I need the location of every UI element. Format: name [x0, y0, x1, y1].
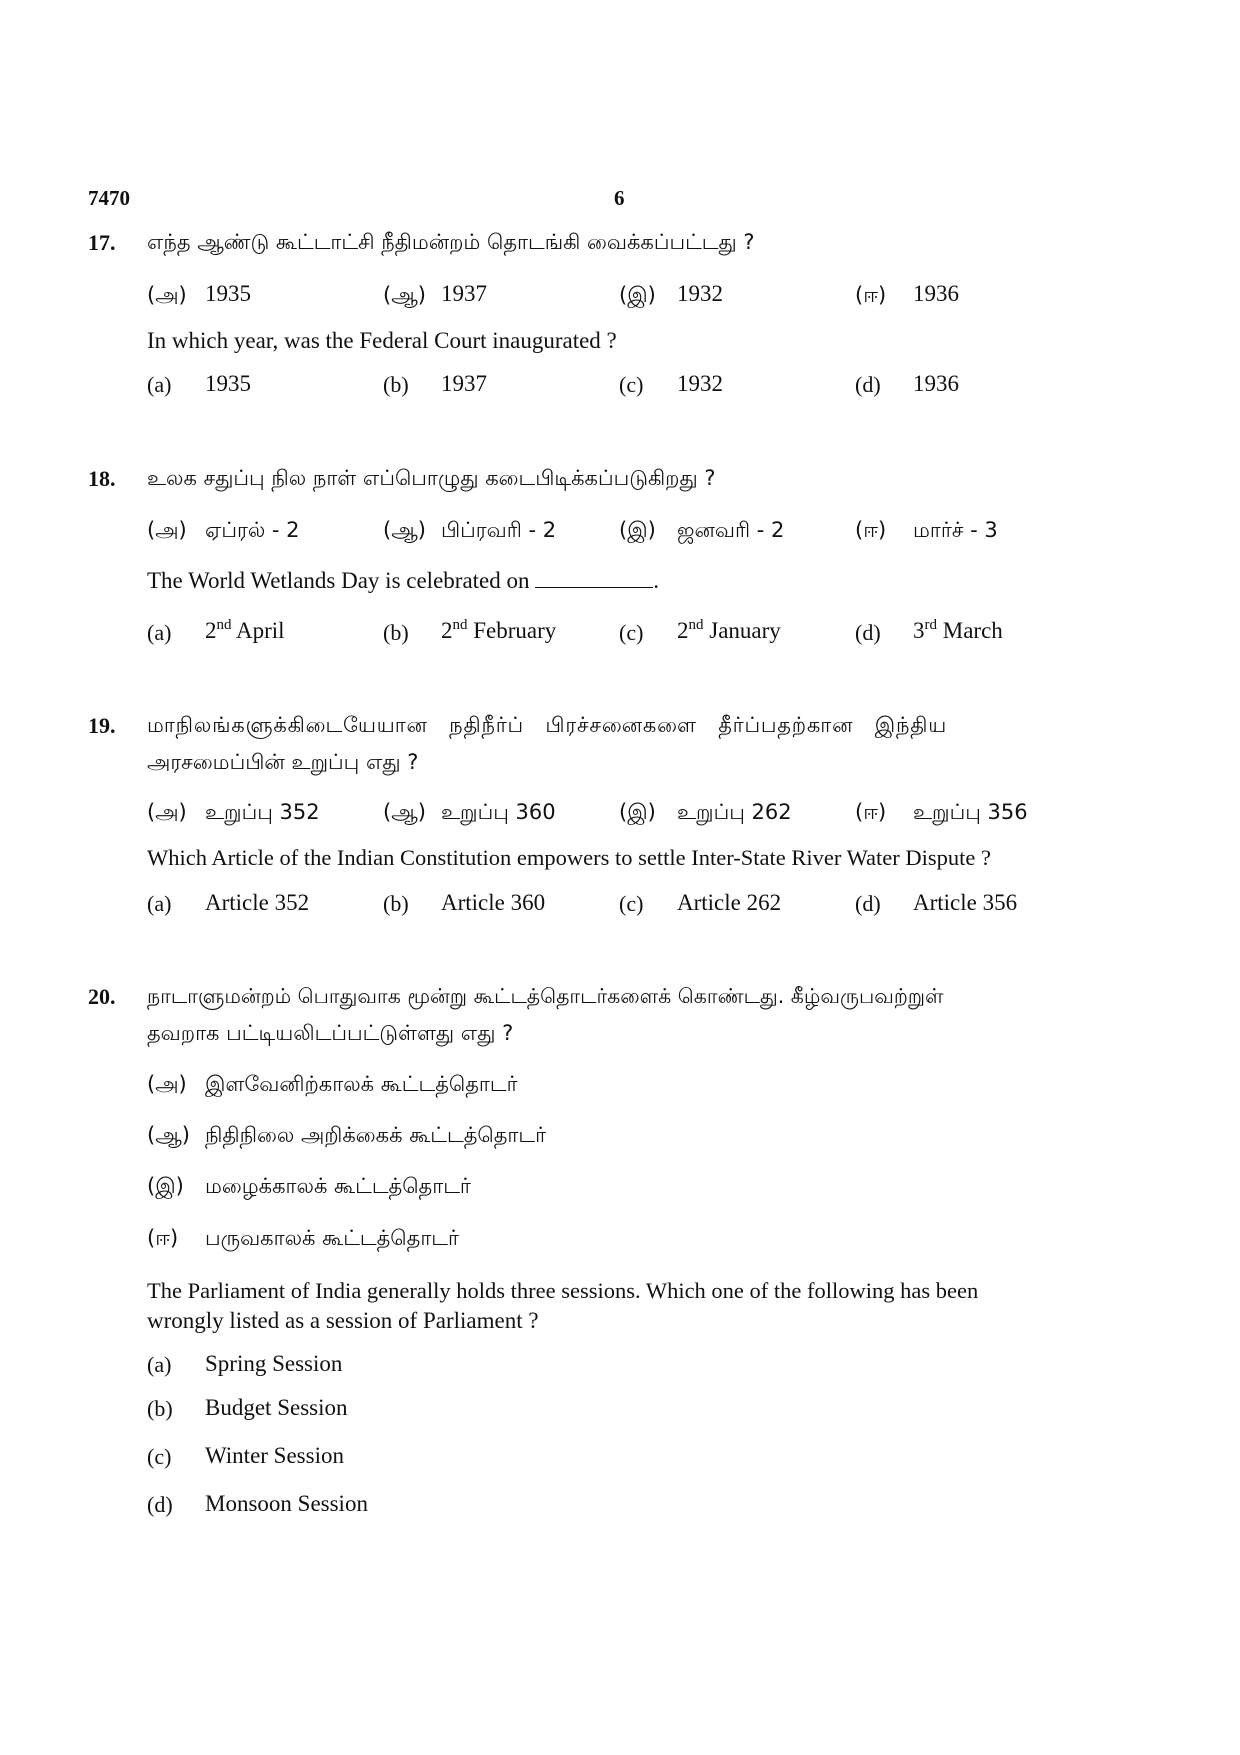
- tamil-question: எந்த ஆண்டு கூட்டாட்சி நீதிமன்றம் தொடங்கி வைக்கப்பட்டது ?: [147, 230, 755, 254]
- option-text: Article 360: [441, 890, 546, 915]
- option-text: 1937: [441, 371, 487, 396]
- month-text: March: [942, 618, 1003, 643]
- option-label: (b): [383, 372, 409, 397]
- tamil-question-line-2: தவறாக பட்டியலிடப்பட்டுள்ளது எது ?: [147, 1021, 514, 1045]
- ordinal-suffix: nd: [452, 617, 468, 633]
- option-text: 1937: [441, 281, 487, 306]
- option-label: (d): [855, 620, 881, 645]
- option-label: (b): [383, 891, 409, 916]
- option-text: Article 352: [205, 890, 310, 915]
- tamil-question: உலக சதுப்பு நில நாள் எப்பொழுது கடைபிடிக்கப்படுகிறது ?: [147, 466, 716, 490]
- ordinal-suffix: nd: [216, 617, 232, 633]
- option-text: பருவகாலக் கூட்டத்தொடர்: [205, 1226, 459, 1250]
- option-label: (ஈ): [855, 283, 887, 307]
- option-text: Article 356: [913, 890, 1018, 915]
- option-label: (ஈ): [855, 518, 887, 542]
- option-text: [913, 618, 1003, 644]
- option-text: 1935: [205, 371, 251, 396]
- tamil-question-line-1: மாநிலங்களுக்கிடையேயான நதிநீர்ப் பிரச்சனைகளை தீர்ப்பதற்கான இந்திய: [147, 713, 948, 737]
- option-text: Winter Session: [205, 1443, 344, 1468]
- option-text: [205, 618, 285, 644]
- option-label: (ஆ): [383, 283, 426, 307]
- option-text: Monsoon Session: [205, 1491, 368, 1516]
- option-text: உறுப்பு 360: [441, 800, 556, 824]
- ordinal-number: 2: [441, 618, 453, 643]
- month-text: April: [235, 618, 285, 643]
- option-label: (c): [619, 372, 644, 397]
- option-label: (c): [619, 891, 644, 916]
- option-text: உறுப்பு 262: [677, 800, 792, 824]
- option-label: (a): [147, 891, 172, 916]
- question-number: 18.: [88, 466, 116, 491]
- option-text: [441, 618, 556, 644]
- option-text: உறுப்பு 352: [205, 800, 320, 824]
- english-question-line-1: The Parliament of India generally holds three sessions. Which one of the following has been: [147, 1278, 979, 1303]
- option-label: (ஆ): [383, 800, 426, 824]
- english-question: [147, 568, 659, 594]
- option-label: (a): [147, 620, 172, 645]
- option-text: 1936: [913, 371, 959, 396]
- option-label: (d): [855, 891, 881, 916]
- option-label: (ஆ): [147, 1123, 190, 1147]
- option-label: (c): [147, 1444, 172, 1469]
- option-label: (ஆ): [383, 518, 426, 542]
- option-label: (அ): [147, 800, 187, 824]
- option-label: (இ): [619, 283, 656, 307]
- question-text: The World Wetlands Day is celebrated on: [147, 568, 530, 593]
- option-text: ஜனவரி - 2: [677, 518, 785, 542]
- tamil-question-line-1: நாடாளுமன்றம் பொதுவாக மூன்று கூட்டத்தொடர்களைக் கொண்டது. கீழ்வருபவற்றுள்: [147, 984, 944, 1008]
- month-text: January: [709, 618, 781, 643]
- option-label: (d): [147, 1492, 173, 1517]
- paper-code: 7470: [88, 186, 130, 210]
- option-label: (அ): [147, 518, 187, 542]
- option-text: Budget Session: [205, 1395, 348, 1420]
- option-text: பிப்ரவரி - 2: [441, 518, 557, 542]
- option-text: நிதிநிலை அறிக்கைக் கூட்டத்தொடர்: [205, 1123, 547, 1147]
- option-label: (b): [147, 1396, 173, 1421]
- option-label: (இ): [619, 800, 656, 824]
- page-number: 6: [614, 186, 625, 210]
- ordinal-suffix: nd: [688, 617, 704, 633]
- option-label: (a): [147, 1352, 172, 1377]
- fill-in-blank: [535, 569, 653, 588]
- option-text: மழைக்காலக் கூட்டத்தொடர்: [205, 1174, 471, 1198]
- option-label: (இ): [619, 518, 656, 542]
- english-question: In which year, was the Federal Court inaugurated ?: [147, 328, 617, 353]
- option-label: (d): [855, 372, 881, 397]
- option-text: Article 262: [677, 890, 782, 915]
- option-text: மார்ச் - 3: [913, 518, 998, 542]
- option-text: ஏப்ரல் - 2: [205, 518, 300, 542]
- ordinal-number: 2: [205, 618, 217, 643]
- option-text: உறுப்பு 356: [913, 800, 1028, 824]
- english-question: Which Article of the Indian Constitution empowers to settle Inter-State River Water Dispute ?: [147, 845, 991, 870]
- tamil-question-line-2: அரசமைப்பின் உறுப்பு எது ?: [147, 750, 419, 774]
- question-number: 20.: [88, 984, 116, 1009]
- option-label: (ஈ): [147, 1226, 179, 1250]
- option-text: [677, 618, 781, 644]
- option-label: (c): [619, 620, 644, 645]
- question-number: 17.: [88, 230, 116, 255]
- question-number: 19.: [88, 713, 116, 738]
- option-label: (அ): [147, 283, 187, 307]
- ordinal-number: 2: [677, 618, 689, 643]
- option-text: Spring Session: [205, 1351, 343, 1376]
- option-label: (a): [147, 372, 172, 397]
- ordinal-number: 3: [913, 618, 925, 643]
- month-text: February: [473, 618, 557, 643]
- option-text: 1936: [913, 281, 959, 306]
- option-text: 1935: [205, 281, 251, 306]
- option-label: (அ): [147, 1072, 187, 1096]
- question-period: .: [653, 568, 659, 593]
- option-text: 1932: [677, 281, 723, 306]
- option-text: 1932: [677, 371, 723, 396]
- option-label: (b): [383, 620, 409, 645]
- option-label: (இ): [147, 1174, 184, 1198]
- option-label: (ஈ): [855, 800, 887, 824]
- option-text: இளவேனிற்காலக் கூட்டத்தொடர்: [205, 1072, 518, 1096]
- ordinal-suffix: rd: [924, 617, 937, 633]
- english-question-line-2: wrongly listed as a session of Parliament ?: [147, 1308, 539, 1333]
